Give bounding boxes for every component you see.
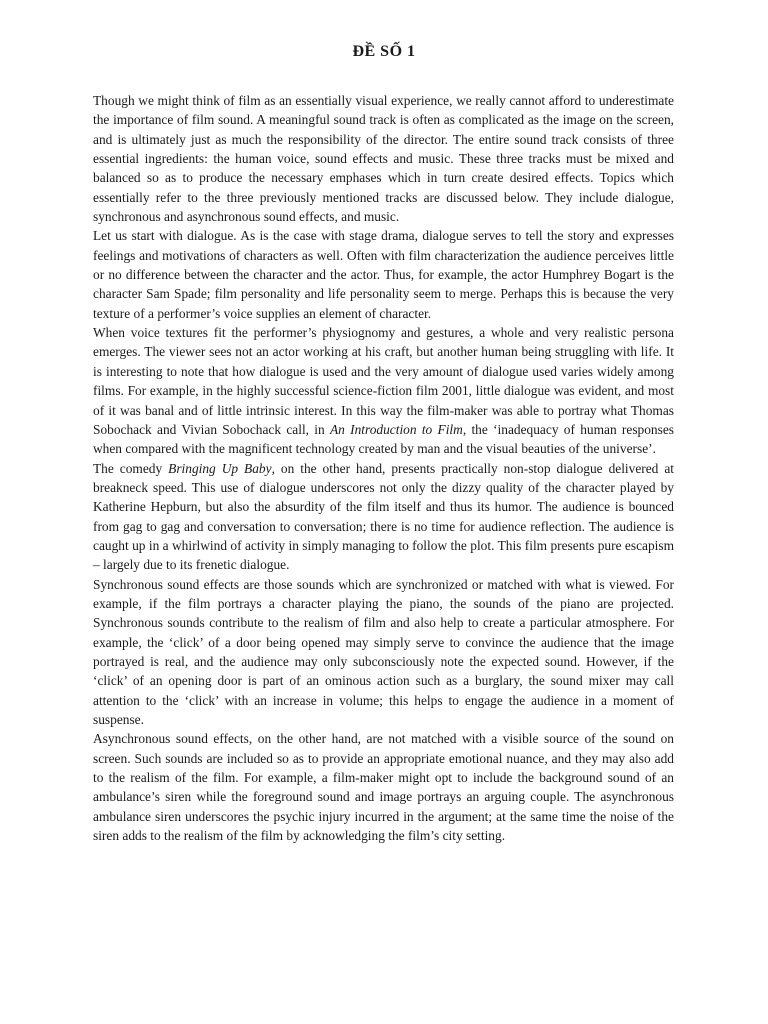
paragraph-text: , the ‘inadequacy of human responses when compared with the magnificent technology created by man and the visual beauties of the universe’. [93, 421, 674, 457]
paragraph-synchronous [93, 575, 674, 730]
paragraph-text: Though we might think of film as an essentially visual experience, we really cannot afford to underestimate the importance of film sound. A meaningful sound track is often as complicated as the image on the screen, and is ultimately just as much the responsibility of the director. The entire sound track consists of three essential ingredients: the human voice, sound effects and music. These three tracks must be mixed and balanced so as to produce the necessary emphases which in turn create desired effects. Topics which essentially refer to the three previously mentioned tracks are discussed below. They include dialogue, synchronous and asynchronous sound effects, and music. [93, 93, 674, 225]
page-title: ĐỀ SỐ 1 [352, 43, 416, 60]
paragraph-asynchronous [93, 729, 674, 845]
paragraph-text: Asynchronous sound effects, on the other hand, are not matched with a visible source of the sound on screen. Such sounds are included so as to provide an appropriate emotional nuance, and they may also add to the realism of the film. For example, a film-maker might opt to include the background sound of an ambulance’s siren while the foreground sound and image portrays an arguing couple. The asynchronous ambulance siren underscores the psychic injury incurred in the argument; at the same time the noise of the siren adds to the realism of the film by acknowledging the film’s city setting. [93, 731, 674, 844]
film-title-italic: Bringing Up Baby [168, 460, 272, 476]
document-body [93, 91, 674, 845]
paragraph-dialogue [93, 226, 674, 323]
paragraph-intro [93, 91, 674, 226]
paragraph-text: Synchronous sound effects are those sounds which are synchronized or matched with what is viewed. For example, if the film portrays a character playing the piano, the sounds of the piano are projected. Synchronous sounds contribute to the realism of film and also help to create a particular atmosphere. For example, the ‘click’ of a door being opened may simply serve to convince the audience that the image portrayed is real, and the audience may only subconsciously note the expected sound. However, if the ‘click’ of an opening door is part of an ominous action such as a burglary, the sound mixer may call attention to the ‘click’ with an increase in volume; this helps to engage the audience in a moment of suspense. [93, 576, 674, 727]
paragraph-text: When voice textures fit the performer’s physiognomy and gestures, a whole and very realistic persona emerges. The viewer sees not an actor working at his craft, but another human being struggling with life. It is interesting to note that how dialogue is used and the very amount of dialogue used varies widely among films. For example, in the highly successful science-fiction film 2001, little dialogue was evident, and most of it was banal and of little intrinsic interest. In this way the film-maker was able to portray what Thomas Sobochack and Vivian Sobochack call, in [93, 325, 674, 437]
paragraph-text: The comedy [93, 460, 169, 476]
paragraph-text: Let us start with dialogue. As is the case with stage drama, dialogue serves to tell the story and expresses feelings and motivations of characters as well. Often with film characterization the audience perceives little or no difference between the character and the actor. Thus, for example, the actor Humphrey Bogart is the character Sam Spade; film personality and life personality seem to merge. Perhaps this is because the very texture of a performer’s voice supplies an element of character. [93, 228, 674, 321]
paragraph-text: , on the other hand, presents practically non-stop dialogue delivered at breakneck speed. This use of dialogue underscores not only the dizzy quality of the character played by Katherine Hepburn, but also the absurdity of the film itself and thus its humor. The audience is bounced from gag to gag and conversation to conversation; there is no time for audience reflection. The audience is caught up in a whirlwind of activity in simply managing to follow the plot. This film presents pure escapism – largely due to its frenetic dialogue. [93, 460, 675, 573]
paragraph-comedy [93, 459, 674, 575]
paragraph-voice-textures [93, 323, 674, 458]
book-title-italic: An Introduction to Film [329, 421, 463, 437]
